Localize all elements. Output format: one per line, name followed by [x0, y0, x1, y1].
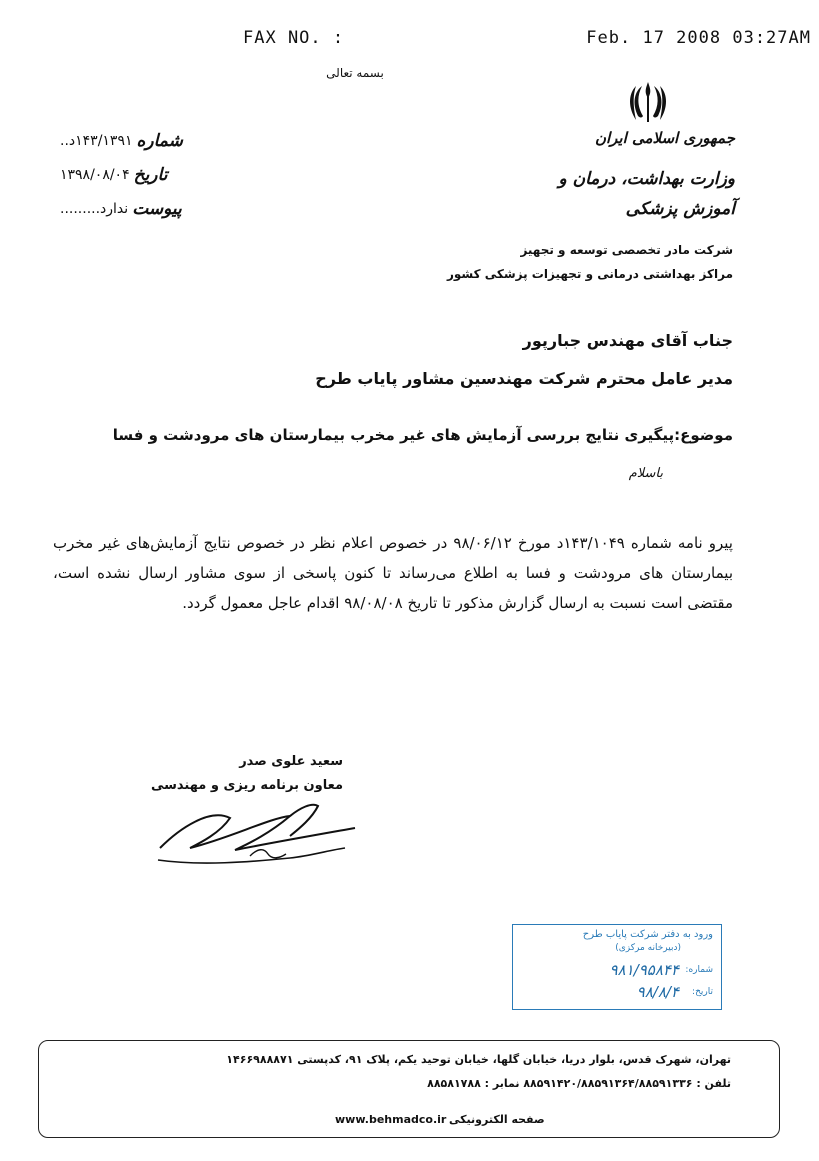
- letter-date-row: [60, 158, 230, 192]
- signer-title: معاون برنامه ریزی و مهندسی: [150, 778, 343, 793]
- stamp-title: ورود به دفتر شرکت پایاب طرح: [582, 929, 713, 940]
- bismillah-text: بسمه تعالی: [326, 66, 384, 80]
- footer-address-box: [38, 1040, 780, 1138]
- footer-website: www.behmadco.ir: [335, 1113, 447, 1126]
- footer-phone: تلفن : ۸۸۵۹۱۴۲۰/۸۸۵۹۱۳۶۴/۸۸۵۹۱۳۳۶ نمابر : ۸۸۵۸۱۷۸۸: [427, 1077, 731, 1090]
- iran-emblem-icon: [624, 78, 672, 126]
- footer-address: تهران، شهرک قدس، بلوار دریا، خیابان گلها، خیابان توحید یکم، پلاک ۹۱، کدپستی ۱۴۶۶۹۸۸۸۷۱: [226, 1053, 731, 1066]
- stamp-date-row: [523, 983, 713, 1001]
- addressee: [133, 322, 733, 398]
- receipt-stamp: [512, 924, 722, 1010]
- letter-number-row: [60, 124, 230, 158]
- stamp-number-value: ۹۸۱/۹۵۸۴۴: [609, 961, 679, 979]
- signature-icon: [140, 788, 370, 878]
- company-name-line1: شرکت مادر تخصصی توسعه و تجهیز: [520, 243, 733, 257]
- letter-date-label: تاریخ: [133, 165, 168, 185]
- letter-body: پیرو نامه شماره ۱۴۳/۱۰۴۹د مورخ ۹۸/۰۶/۱۲ در خصوص اعلام نظر در خصوص نتایج آزمایش‌های غیر مخرب بیمارستان های مرودشت و فسا به اطلاع می‌رساند تا کنون پاسخی از سوی مشاور ارسال نشده است، مقتضی است نسبت به ارسال گزارش مذکور تا تاریخ ۹۸/۰۸/۰۸ اقدام عاجل معمول گردد.: [53, 534, 733, 612]
- stamp-number-label: شماره:: [685, 965, 713, 975]
- stamp-date-value: ۹۸/۸/۴: [636, 983, 679, 1001]
- letter-attachment-value: ندارد.........: [60, 201, 129, 217]
- ministry-name: وزارت بهداشت، درمان و آموزش پزشکی: [558, 169, 735, 219]
- signer-name: سعید علوی صدر: [239, 754, 343, 769]
- letter-meta: [60, 124, 230, 226]
- fax-number-header: FAX NO. :: [243, 28, 345, 48]
- footer-website-label: صفحه الکترونیکی: [449, 1113, 545, 1126]
- letter-attachment-label: پیوست: [132, 199, 182, 219]
- addressee-name: جناب آقای مهندس جبارپور: [522, 331, 733, 350]
- republic-name: جمهوری اسلامی ایران: [594, 129, 735, 147]
- stamp-number-row: [523, 961, 713, 979]
- salutation: باسلام: [628, 466, 663, 481]
- company-name-line2: مراکز بهداشتی درمانی و تجهیزات پزشکی کشور: [446, 267, 733, 281]
- stamp-date-label: تاریخ:: [692, 987, 713, 997]
- stamp-subtitle: (دبیرخانه مرکزی): [615, 943, 681, 953]
- letter-subject: موضوع:پیگیری نتایج بررسی آزمایش های غیر مخرب بیمارستان های مرودشت و فسا: [112, 426, 733, 444]
- letter-number-value: ۱۴۳/۱۳۹۱د..: [60, 133, 133, 149]
- fax-date-header: Feb. 17 2008 03:27AM: [586, 28, 811, 48]
- letter-date-value: ۱۳۹۸/۰۸/۰۴: [60, 167, 130, 183]
- addressee-title: مدیر عامل محترم شرکت مهندسین مشاور پایاب طرح: [315, 369, 733, 388]
- letter-number-label: شماره: [136, 131, 183, 151]
- letter-attachment-row: [60, 192, 230, 226]
- company-name: [313, 238, 733, 286]
- ministry-letterhead: [535, 126, 735, 224]
